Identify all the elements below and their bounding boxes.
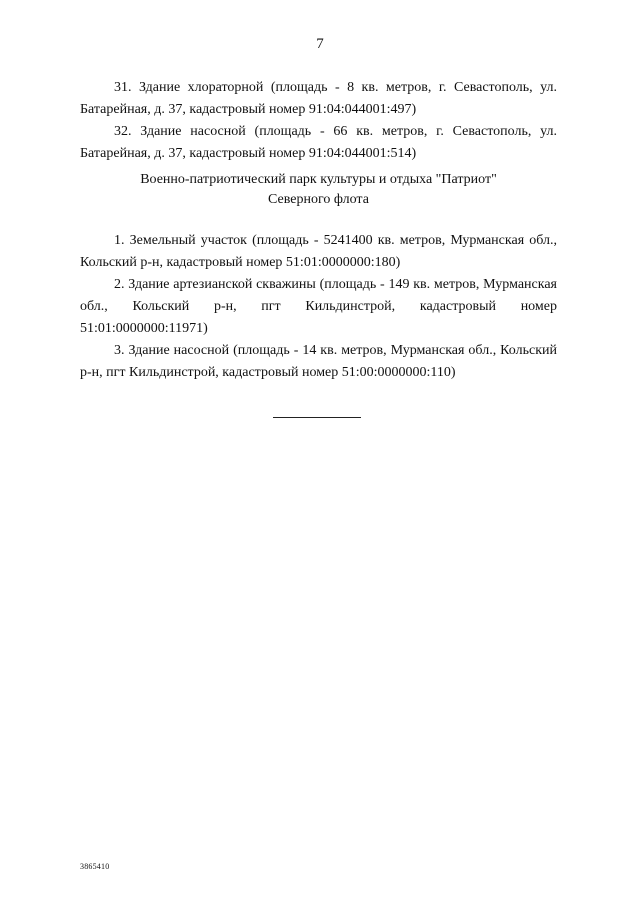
list-item-31: 31. Здание хлораторной (площадь - 8 кв. метров, г. Севастополь, ул. Батарейная, д. 37, кадастровый номер 91:04:044001:497) <box>80 80 557 117</box>
page-number: 7 <box>316 36 324 52</box>
section-heading <box>80 170 557 210</box>
list-item-3: 3. Здание насосной (площадь - 14 кв. метров, Мурманская обл., Кольский р-н, пгт Кильдинстрой, кадастровый номер 51:00:0000000:110) <box>80 343 557 380</box>
list-item-1: 1. Земельный участок (площадь - 5241400 кв. метров, Мурманская обл., Кольский р-н, кадастровый номер 51:01:0000000:180) <box>80 233 557 270</box>
section-sevastopol-list <box>80 77 557 165</box>
list-item-2: 2. Здание артезианской скважины (площадь - 149 кв. метров, Мурманская обл., Кольский р-н, пгт Кильдинстрой, кадастровый номер 51:01:0000000:11971) <box>80 277 557 336</box>
section-murmansk-list <box>80 230 557 384</box>
section-heading-line-1: Военно-патриотический парк культуры и отдыха "Патриот" <box>140 172 497 187</box>
end-divider-line <box>273 417 361 418</box>
list-item-32: 32. Здание насосной (площадь - 66 кв. метров, г. Севастополь, ул. Батарейная, д. 37, кадастровый номер 91:04:044001:514) <box>80 124 557 161</box>
section-heading-line-2: Северного флота <box>268 192 369 207</box>
document-code: 3865410 <box>80 862 110 871</box>
